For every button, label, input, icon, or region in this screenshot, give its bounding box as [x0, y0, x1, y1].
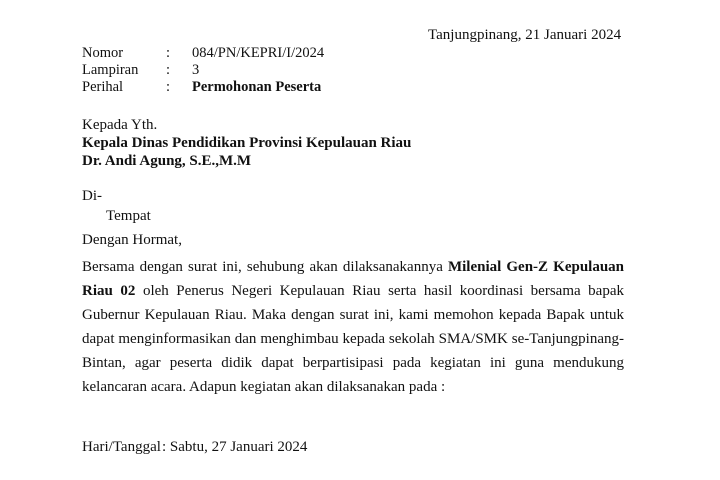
- meta-row-nomor: [82, 45, 324, 62]
- meta-separator: :: [166, 79, 171, 95]
- schedule-row: [82, 439, 307, 456]
- greeting-to: Kepada Yth.: [82, 117, 158, 133]
- body-paragraph: [82, 255, 624, 399]
- meta-value: 084/PN/KEPRI/I/2024: [192, 45, 325, 61]
- meta-row-lampiran: [82, 62, 199, 79]
- meta-value: 3: [192, 62, 200, 78]
- event-name: Milenial Gen-Z Kepulauan Riau 02: [82, 259, 625, 299]
- meta-row-perihal: [82, 79, 321, 96]
- place-date: Tanjungpinang, 21 Januari 2024: [428, 27, 622, 43]
- schedule-label: Hari/Tanggal: [82, 439, 161, 455]
- tempat-label: Tempat: [106, 208, 151, 224]
- meta-label: Lampiran: [82, 62, 139, 78]
- schedule-value: Sabtu, 27 Januari 2024: [169, 439, 308, 455]
- recipient-name: Dr. Andi Agung, S.E.,M.M: [82, 153, 252, 169]
- body-text-part2: oleh Penerus Negeri Kepulauan Riau serta hasil koordinasi bersama bapak Gubernur Kepulauan Riau. Maka dengan surat ini, kami memohon kepada Bapak untuk dapat menginformasikan dan menghimbau kepada sekolah SMA/SMK se-Tanjungpinang-Bintan, agar peserta didik dapat berpartisipasi pada kegiatan ini guna mendukung kelancaran acara. Adapun kegiatan akan dilaksanakan pada :: [82, 283, 624, 395]
- meta-label: Nomor: [82, 45, 124, 61]
- recipient-title: Kepala Dinas Pendidikan Provinsi Kepulauan Riau: [82, 135, 412, 151]
- body-text-part1: Bersama dengan surat ini, sehubung akan dilaksanakannya: [82, 259, 443, 275]
- meta-separator: :: [166, 45, 171, 61]
- meta-label: Perihal: [82, 79, 124, 95]
- subject-value: Permohonan Peserta: [192, 79, 322, 95]
- schedule-separator: :: [162, 439, 167, 455]
- meta-separator: :: [166, 62, 171, 78]
- salutation: Dengan Hormat,: [82, 232, 182, 248]
- di-label: Di-: [82, 188, 102, 204]
